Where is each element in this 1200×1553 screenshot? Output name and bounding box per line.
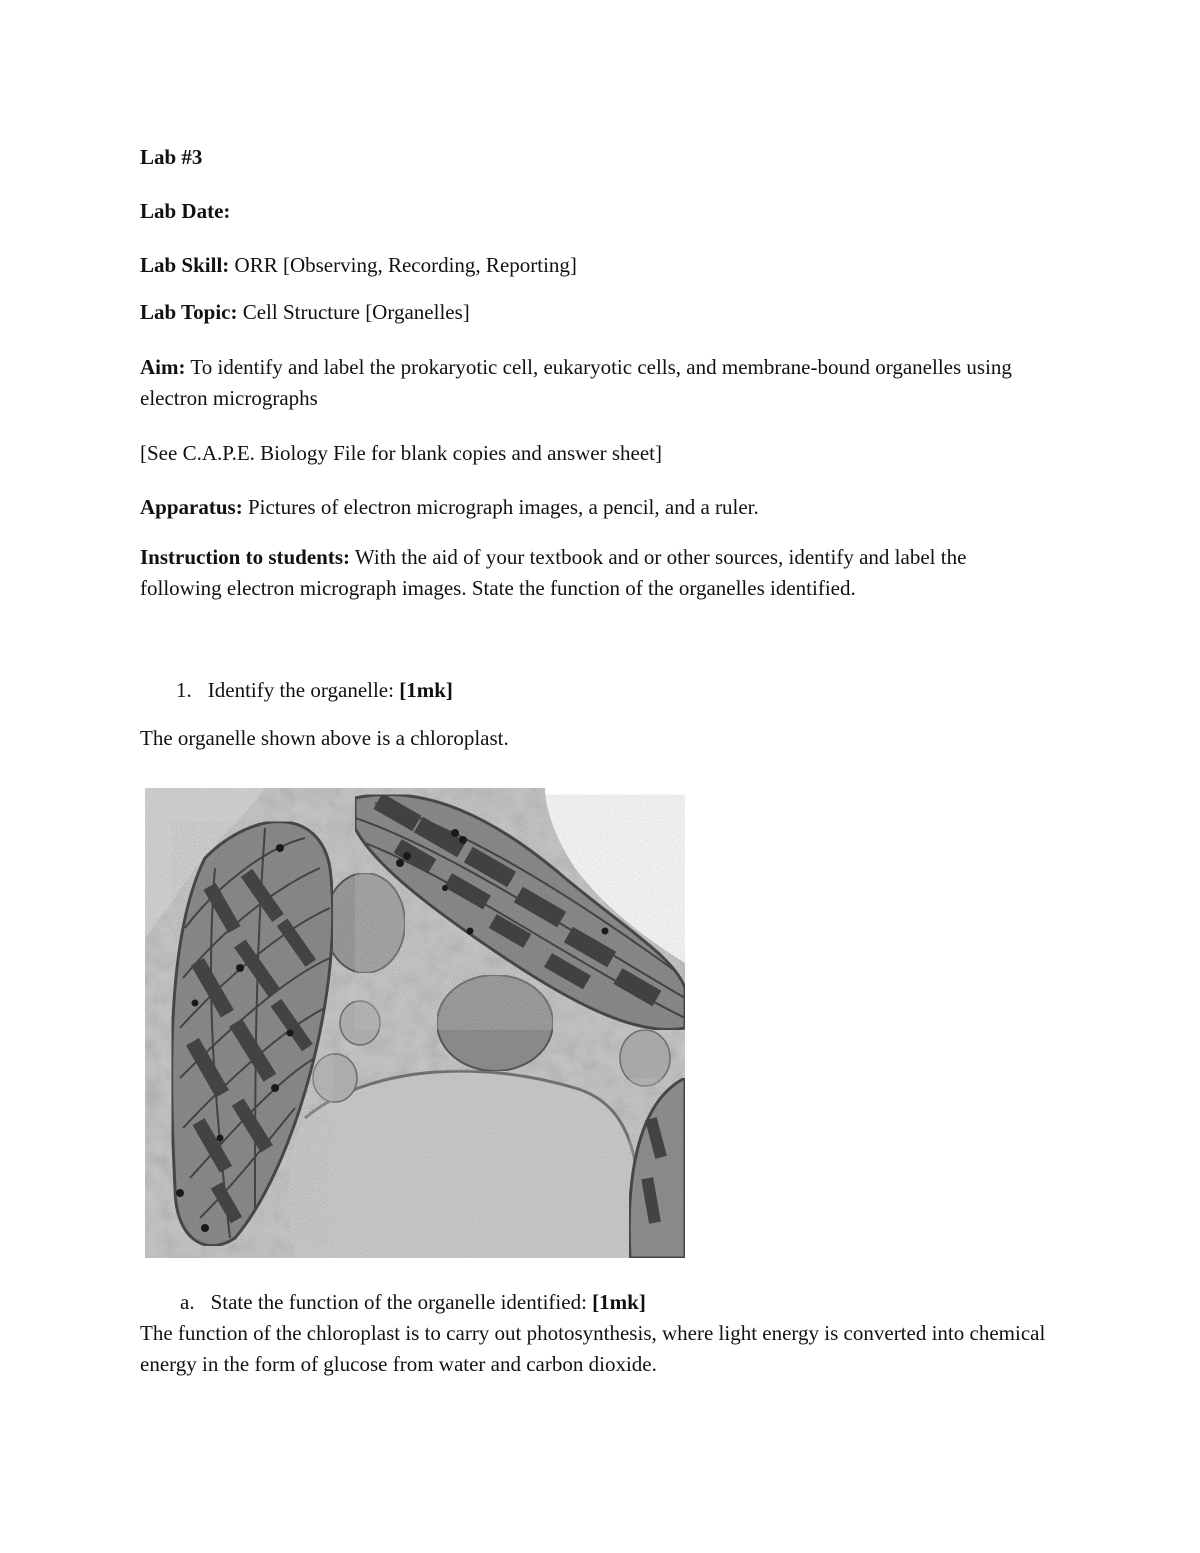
instruction-text: With the aid of your textbook and or other sources, identify and label the following electron micrograph images. State the function of the organelles identified. [140, 545, 967, 600]
apparatus-label: Apparatus: [140, 495, 243, 519]
aim-label: Aim: [140, 355, 186, 379]
question-1a-text: State the function of the organelle identified: [210, 1290, 593, 1314]
question-1-marks: [1mk] [399, 678, 453, 702]
question-1a-letter: a. [180, 1290, 195, 1314]
lab-topic-label: Lab Topic: [140, 300, 238, 324]
lab-date: Lab Date: [140, 199, 231, 223]
lab-topic [140, 297, 1050, 328]
question-1-text: Identify the organelle: [207, 678, 400, 702]
chloroplast-micrograph-image [145, 788, 685, 1258]
aim [140, 352, 1050, 414]
question-1 [176, 675, 1086, 706]
lab-skill-value: ORR [Observing, Recording, Reporting] [229, 253, 577, 277]
question-1-number: 1. [176, 678, 192, 702]
apparatus-text: Pictures of electron micrograph images, a pencil, and a ruler. [242, 495, 759, 519]
lab-skill-label: Lab Skill: [140, 253, 230, 277]
lab-topic-value: Cell Structure [Organelles] [237, 300, 470, 324]
aim-text: To identify and label the prokaryotic cell, eukaryotic cells, and membrane-bound organelles using electron micrographs [140, 355, 1012, 410]
lab-number: Lab #3 [140, 145, 203, 169]
apparatus [140, 492, 1050, 523]
instruction-label: Instruction to students: [140, 545, 351, 569]
see-note: [See C.A.P.E. Biology File for blank copies and answer sheet] [140, 441, 662, 465]
question-1a-answer: The function of the chloroplast is to carry out photosynthesis, where light energy is converted into chemical energy in the form of glucose from water and carbon dioxide. [140, 1321, 1046, 1376]
question-1a [180, 1287, 1090, 1318]
question-1-answer: The organelle shown above is a chloroplast. [140, 726, 509, 750]
instruction [140, 542, 1050, 604]
lab-skill [140, 250, 1050, 281]
question-1a-marks: [1mk] [592, 1290, 646, 1314]
micrograph-drawing [145, 788, 685, 1258]
